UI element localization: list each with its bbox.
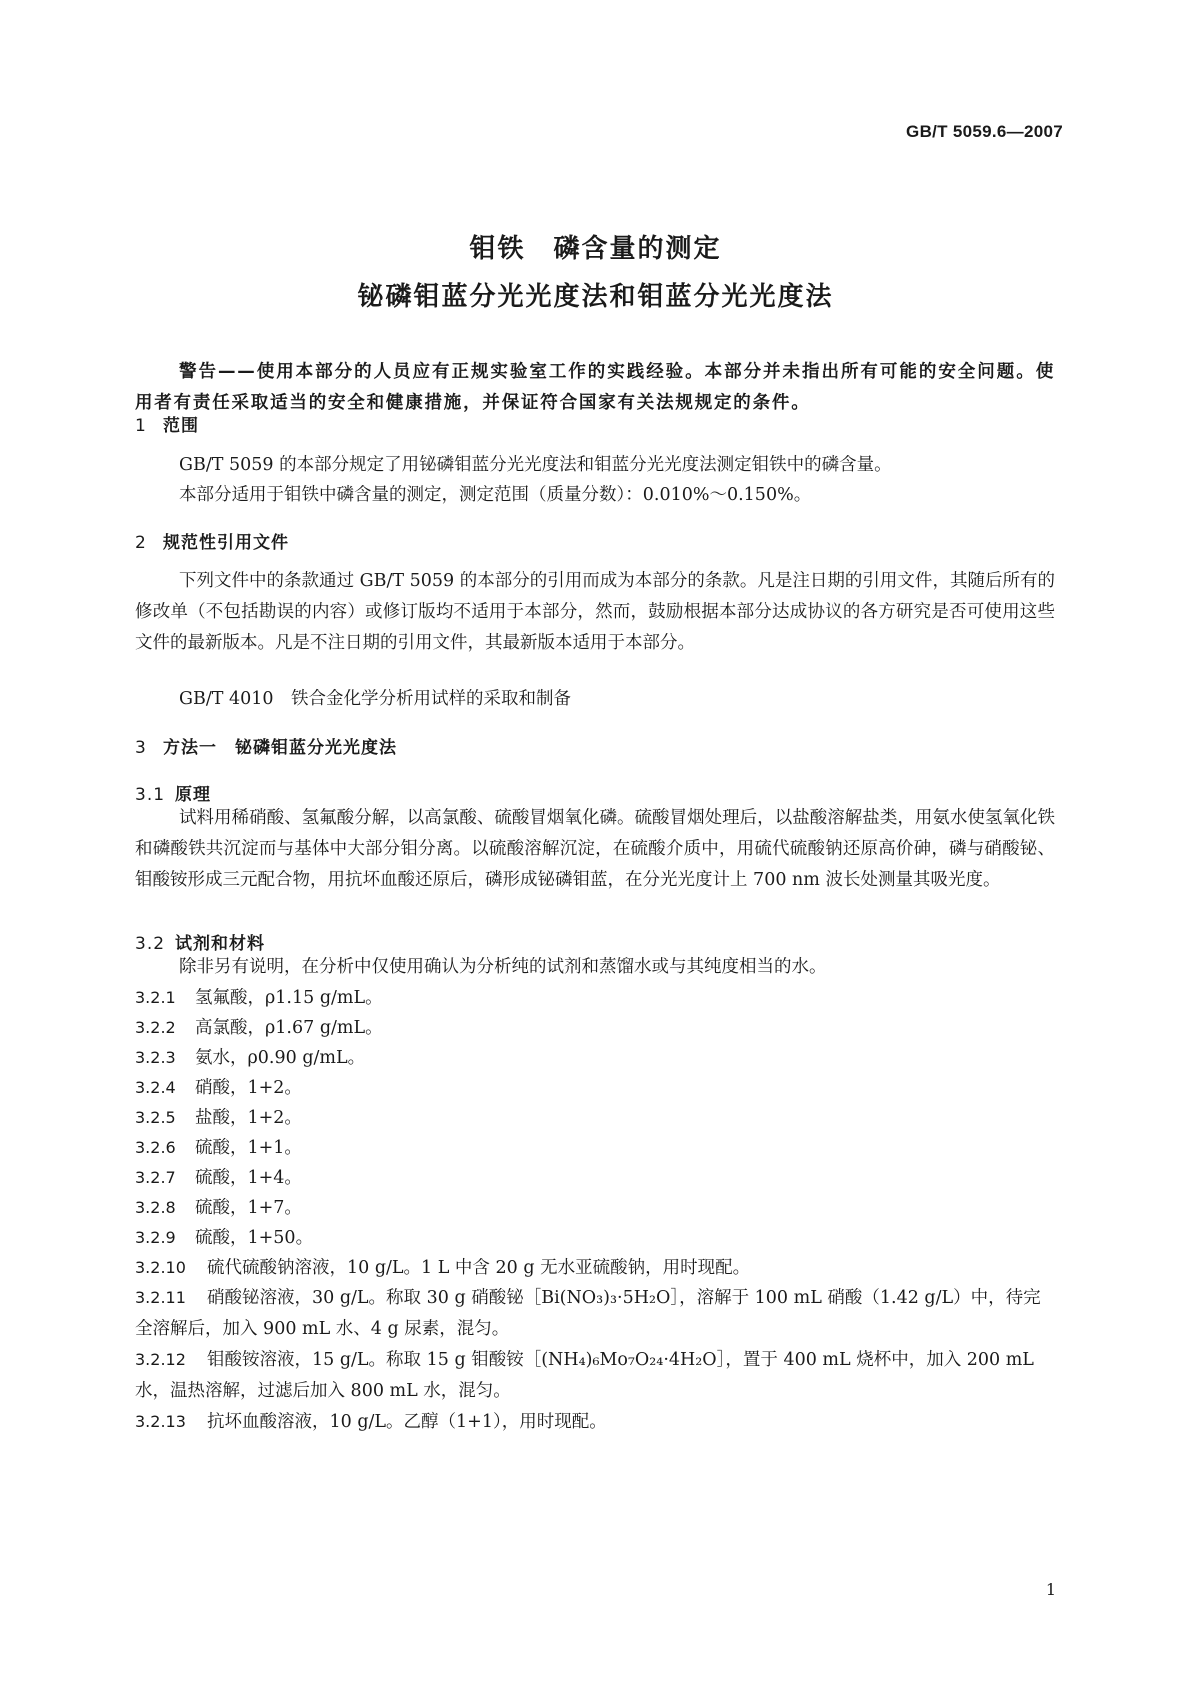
reagent-text: 硝酸，1+2。	[195, 1078, 302, 1098]
reagent-number: 3.2.10	[135, 1258, 186, 1277]
reagent-item	[135, 1072, 1055, 1104]
reagent-number: 3.2.6	[135, 1138, 176, 1157]
reagent-item	[135, 1042, 1055, 1074]
standard-number: GB/T 5059.6—2007	[906, 122, 1063, 141]
reagent-item	[135, 1282, 1055, 1345]
title-line-2: 铋磷钼蓝分光光度法和钼蓝分光光度法	[357, 282, 834, 312]
normative-refs-paragraph: 下列文件中的条款通过 GB/T 5059 的本部分的引用而成为本部分的条款。凡是注日期的引用文件，其随后所有的修改单（不包括勘误的内容）或修订版均不适用于本部分，然而，鼓励根据本部分达成协议的各方研究是否可使用这些文件的最新版本。凡是不注日期的引用文件，其最新版本适用于本部分。	[135, 571, 1055, 653]
reagent-text: 硫代硫酸钠溶液，10 g/L。1 L 中含 20 g 无水亚硫酸钠，用时现配。	[207, 1258, 751, 1278]
reagent-item	[135, 1012, 1055, 1044]
reagent-item	[135, 1406, 1055, 1438]
section-number: 1	[135, 416, 147, 436]
section-number: 3.1	[135, 785, 166, 805]
reagent-number: 3.2.11	[135, 1288, 186, 1307]
reagent-number: 3.2.8	[135, 1198, 176, 1217]
reagent-text: 硝酸铋溶液，30 g/L。称取 30 g 硝酸铋［Bi(NO₃)₃·5H₂O］，溶解于 100 mL 硝酸（1.42 g/L）中，待完全溶解后，加入 900 mL 水、4 g 尿素，混匀。	[135, 1288, 1041, 1339]
page-number: 1	[1045, 1580, 1056, 1599]
normative-ref-item: GB/T 4010 铁合金化学分析用试样的采取和制备	[179, 689, 572, 709]
reagent-number: 3.2.4	[135, 1078, 176, 1097]
reagent-item	[135, 1192, 1055, 1224]
section-1-heading	[135, 411, 199, 436]
section-title: 原理	[175, 785, 211, 805]
reagent-item	[135, 1252, 1055, 1284]
reagent-item	[135, 1344, 1055, 1407]
reagent-text: 硫酸，1+1。	[195, 1138, 302, 1158]
section-number: 3.2	[135, 934, 166, 954]
section-3-1-heading	[135, 780, 211, 805]
reagent-text: 硫酸，1+7。	[195, 1198, 302, 1218]
scope-paragraph-1: GB/T 5059 的本部分规定了用铋磷钼蓝分光光度法和钼蓝分光光度法测定钼铁中的磷含量。	[179, 455, 892, 475]
reagent-item	[135, 982, 1055, 1014]
reagent-item	[135, 1132, 1055, 1164]
reagent-number: 3.2.12	[135, 1350, 186, 1369]
section-title: 规范性引用文件	[163, 533, 289, 553]
reagent-number: 3.2.2	[135, 1018, 176, 1037]
reagent-item	[135, 1102, 1055, 1134]
section-title: 范围	[163, 416, 199, 436]
reagent-text: 氢氟酸，ρ1.15 g/mL。	[195, 988, 383, 1008]
principle-paragraph: 试料用稀硝酸、氢氟酸分解，以高氯酸、硫酸冒烟氧化磷。硫酸冒烟处理后，以盐酸溶解盐类，用氨水使氢氧化铁和磷酸铁共沉淀而与基体中大部分钼分离。以硫酸溶解沉淀，在硫酸介质中，用硫代硫酸钠还原高价砷，磷与硝酸铋、钼酸铵形成三元配合物，用抗坏血酸还原后，磷形成铋磷钼蓝，在分光光度计上 700 nm 波长处测量其吸光度。	[135, 808, 1055, 890]
reagent-item	[135, 1222, 1055, 1254]
reagents-intro: 除非另有说明，在分析中仅使用确认为分析纯的试剂和蒸馏水或与其纯度相当的水。	[179, 957, 827, 977]
section-title: 试剂和材料	[175, 934, 265, 954]
reagent-text: 盐酸，1+2。	[195, 1108, 302, 1128]
title-line-1: 钼铁 磷含量的测定	[469, 234, 722, 264]
reagent-item	[135, 1162, 1055, 1194]
section-title: 方法一 铋磷钼蓝分光光度法	[163, 738, 397, 758]
scope-paragraph-2: 本部分适用于钼铁中磷含量的测定，测定范围（质量分数）：0.010%～0.150%。	[179, 485, 812, 505]
section-number: 2	[135, 533, 147, 553]
reagent-number: 3.2.9	[135, 1228, 176, 1247]
reagent-number: 3.2.13	[135, 1412, 186, 1431]
reagent-text: 抗坏血酸溶液，10 g/L。乙醇（1+1），用时现配。	[207, 1412, 607, 1432]
reagent-number: 3.2.7	[135, 1168, 176, 1187]
section-number: 3	[135, 738, 147, 758]
reagent-number: 3.2.1	[135, 988, 176, 1007]
reagent-text: 硫酸，1+50。	[195, 1228, 314, 1248]
reagent-number: 3.2.5	[135, 1108, 176, 1127]
reagent-text: 高氯酸，ρ1.67 g/mL。	[195, 1018, 383, 1038]
section-3-heading	[135, 733, 397, 758]
reagent-text: 硫酸，1+4。	[195, 1168, 302, 1188]
warning-paragraph: 警告——使用本部分的人员应有正规实验室工作的实践经验。本部分并未指出所有可能的安全问题。使用者有责任采取适当的安全和健康措施，并保证符合国家有关法规规定的条件。	[135, 362, 1055, 413]
reagent-text: 钼酸铵溶液，15 g/L。称取 15 g 钼酸铵［(NH₄)₆Mo₇O₂₄·4H₂O］，置于 400 mL 烧杯中，加入 200 mL 水，温热溶解，过滤后加入 800 mL 水，混匀。	[135, 1350, 1034, 1401]
section-2-heading	[135, 528, 289, 553]
section-3-2-heading	[135, 929, 265, 954]
reagent-number: 3.2.3	[135, 1048, 176, 1067]
reagent-text: 氨水，ρ0.90 g/mL。	[195, 1048, 366, 1068]
